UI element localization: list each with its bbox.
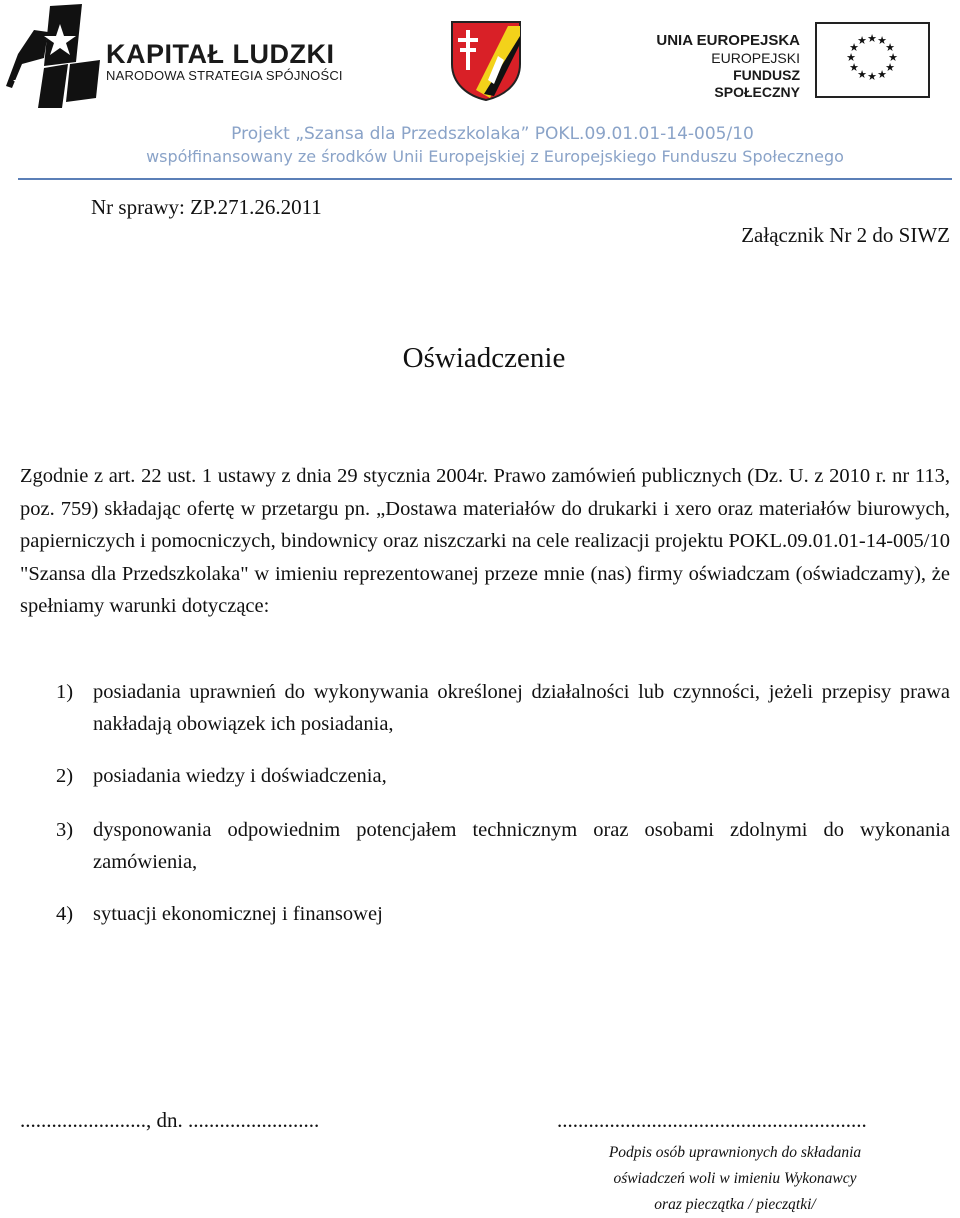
condition-text: posiadania uprawnień do wykonywania określonej działalności lub czynności, jeżeli przepisy prawa nakładają obowiązek ich posiadania, — [93, 681, 950, 735]
svg-text:★: ★ — [849, 41, 859, 54]
project-title-line: Projekt „Szansa dla Przedszkolaka” POKL.09.01.01-14-005/10 — [231, 124, 754, 144]
condition-number: 3) — [56, 819, 74, 841]
project-funding-line: współfinansowany ze środków Unii Europejskiej z Europejskiego Funduszu Społecznego — [146, 147, 844, 166]
condition-number: 1) — [56, 681, 74, 703]
svg-text:★: ★ — [867, 32, 877, 45]
svg-text:★: ★ — [867, 70, 877, 83]
condition-number: 4) — [56, 903, 74, 925]
svg-text:★: ★ — [885, 61, 895, 74]
kapital-ludzki-logo-icon — [4, 2, 102, 115]
svg-text:★: ★ — [849, 61, 859, 74]
signature-line: ........................................................... — [557, 1108, 867, 1132]
svg-text:★: ★ — [877, 68, 887, 81]
condition-item — [56, 676, 950, 740]
eu-logo-line3: FUNDUSZ SPOŁECZNY — [714, 67, 800, 100]
eu-logo-text — [650, 32, 800, 101]
condition-item — [56, 814, 950, 878]
place-date-line: ........................, dn. ......................... — [20, 1108, 320, 1132]
signature-caption-line2: oświadczeń woli w imieniu Wykonawcy — [613, 1170, 857, 1187]
condition-item — [56, 898, 950, 930]
kapital-ludzki-logo-text — [106, 40, 343, 84]
condition-text: sytuacji ekonomicznej i finansowej — [93, 903, 383, 925]
logo-kl-subtitle: NARODOWA STRATEGIA SPÓJNOŚCI — [106, 68, 343, 83]
case-number: Nr sprawy: ZP.271.26.2011 — [91, 195, 322, 219]
eu-logo-line1: UNIA EUROPEJSKA — [656, 32, 800, 49]
svg-text:★: ★ — [877, 34, 887, 47]
signature-caption-line3: oraz pieczątka / pieczątki/ — [654, 1196, 816, 1213]
annex-label: Załącznik Nr 2 do SIWZ — [741, 223, 950, 247]
condition-text: dysponowania odpowiednim potencjałem technicznym oraz osobami zdolnymi do wykonania zamówienia, — [93, 819, 950, 873]
svg-text:★: ★ — [888, 51, 898, 64]
eu-flag-icon — [815, 22, 930, 103]
document-title: Oświadczenie — [402, 342, 566, 374]
svg-text:★: ★ — [885, 41, 895, 54]
statement-paragraph: Zgodnie z art. 22 ust. 1 ustawy z dnia 29 stycznia 2004r. Prawo zamówień publicznych (Dz. U. z 2010 r. nr 113, poz. 759) składając ofertę w przetargu pn. „Dostawa materiałów do drukarki i xero oraz materiałów biurowych, papierniczych i pomocniczych, bindownicy oraz niszczarki na cele realizacji projektu POKL.09.01.01-14-005/10 "Szansa dla Przedszkolaka" w imieniu reprezentowanej przeze mnie (nas) firmy oświadczam (oświadczamy), że spełniamy warunki dotyczące: — [20, 465, 950, 618]
signature-caption — [560, 1140, 910, 1218]
header-divider — [18, 178, 952, 180]
eu-logo-line2: EUROPEJSKI — [711, 50, 800, 66]
svg-text:★: ★ — [857, 34, 867, 47]
condition-item — [56, 760, 950, 792]
svg-text:★: ★ — [846, 51, 856, 64]
logo-kl-title: KAPITAŁ LUDZKI — [106, 39, 335, 69]
coat-of-arms-logo — [450, 20, 522, 107]
condition-number: 2) — [56, 765, 74, 787]
condition-text: posiadania wiedzy i doświadczenia, — [93, 765, 387, 787]
svg-text:★: ★ — [857, 68, 867, 81]
signature-caption-line1: Podpis osób uprawnionych do składania — [608, 1144, 862, 1161]
